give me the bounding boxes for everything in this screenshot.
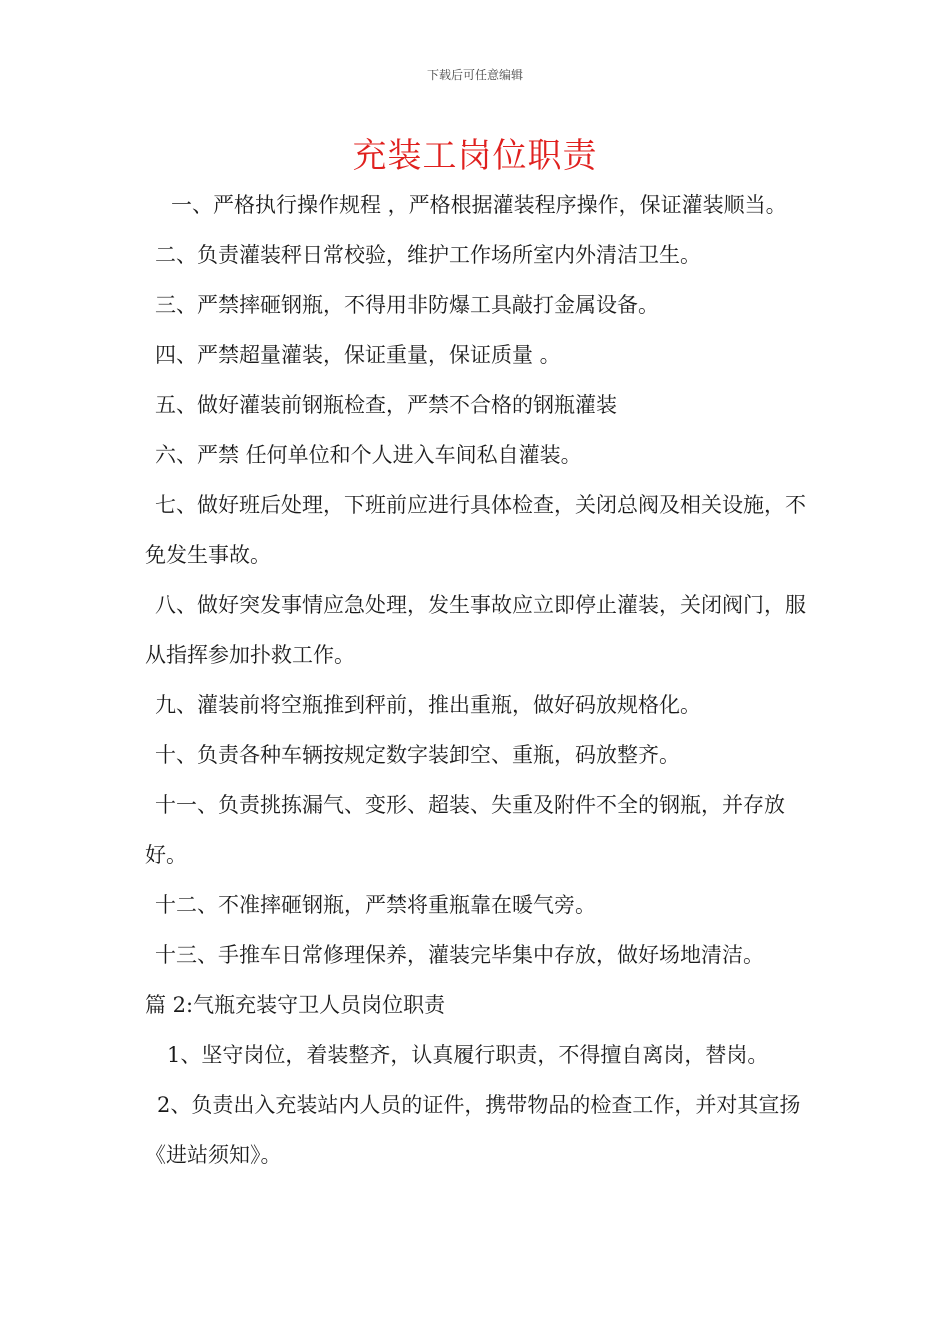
document-body [145, 180, 815, 1180]
paragraph-12: 十二、不准摔砸钢瓶，严禁将重瓶靠在暖气旁。 [155, 893, 596, 917]
paragraph-15: 2、负责出入充装站内人员的证件，携带物品的检查工作，并对其宣扬《进站须知》。 [145, 1093, 801, 1167]
paragraph-11: 十一、负责挑拣漏气、变形、超装、失重及附件不全的钢瓶，并存放好。 [145, 793, 785, 867]
paragraph-7: 七、做好班后处理，下班前应进行具体检查，关闭总阀及相关设施，不免发生事故。 [145, 493, 806, 567]
paragraph-1: 一、严格执行操作规程 ，严格根据灌装程序操作，保证灌装顺当。 [171, 193, 787, 217]
paragraph-13: 十三、手推车日常修理保养，灌装完毕集中存放，做好场地清洁。 [155, 943, 764, 967]
paragraph-3: 三、严禁摔砸钢瓶，不得用非防爆工具敲打金属设备。 [155, 293, 659, 317]
paragraph-4: 四、严禁超量灌装，保证重量，保证质量 。 [155, 343, 561, 367]
header-note: 下载后可任意编辑 [426, 68, 523, 82]
paragraph-14: 1、坚守岗位，着装整齐，认真履行职责，不得擅自离岗，替岗。 [167, 1043, 769, 1067]
paragraph-2: 二、负责灌装秤日常校验，维护工作场所室内外清洁卫生。 [155, 243, 701, 267]
document-title: 充装工岗位职责 [352, 136, 598, 176]
section-heading-2: 篇 2:气瓶充装守卫人员岗位职责 [145, 993, 446, 1017]
paragraph-9: 九、灌装前将空瓶推到秤前，推出重瓶，做好码放规格化。 [155, 693, 701, 717]
paragraph-6: 六、严禁 任何单位和个人进入车间私自灌装。 [155, 443, 582, 467]
paragraph-10: 十、负责各种车辆按规定数字装卸空、重瓶，码放整齐。 [155, 743, 680, 767]
paragraph-5: 五、做好灌装前钢瓶检查，严禁不合格的钢瓶灌装 [155, 393, 617, 417]
paragraph-8: 八、做好突发事情应急处理，发生事故应立即停止灌装，关闭阀门，服从指挥参加扑救工作。 [145, 593, 806, 667]
